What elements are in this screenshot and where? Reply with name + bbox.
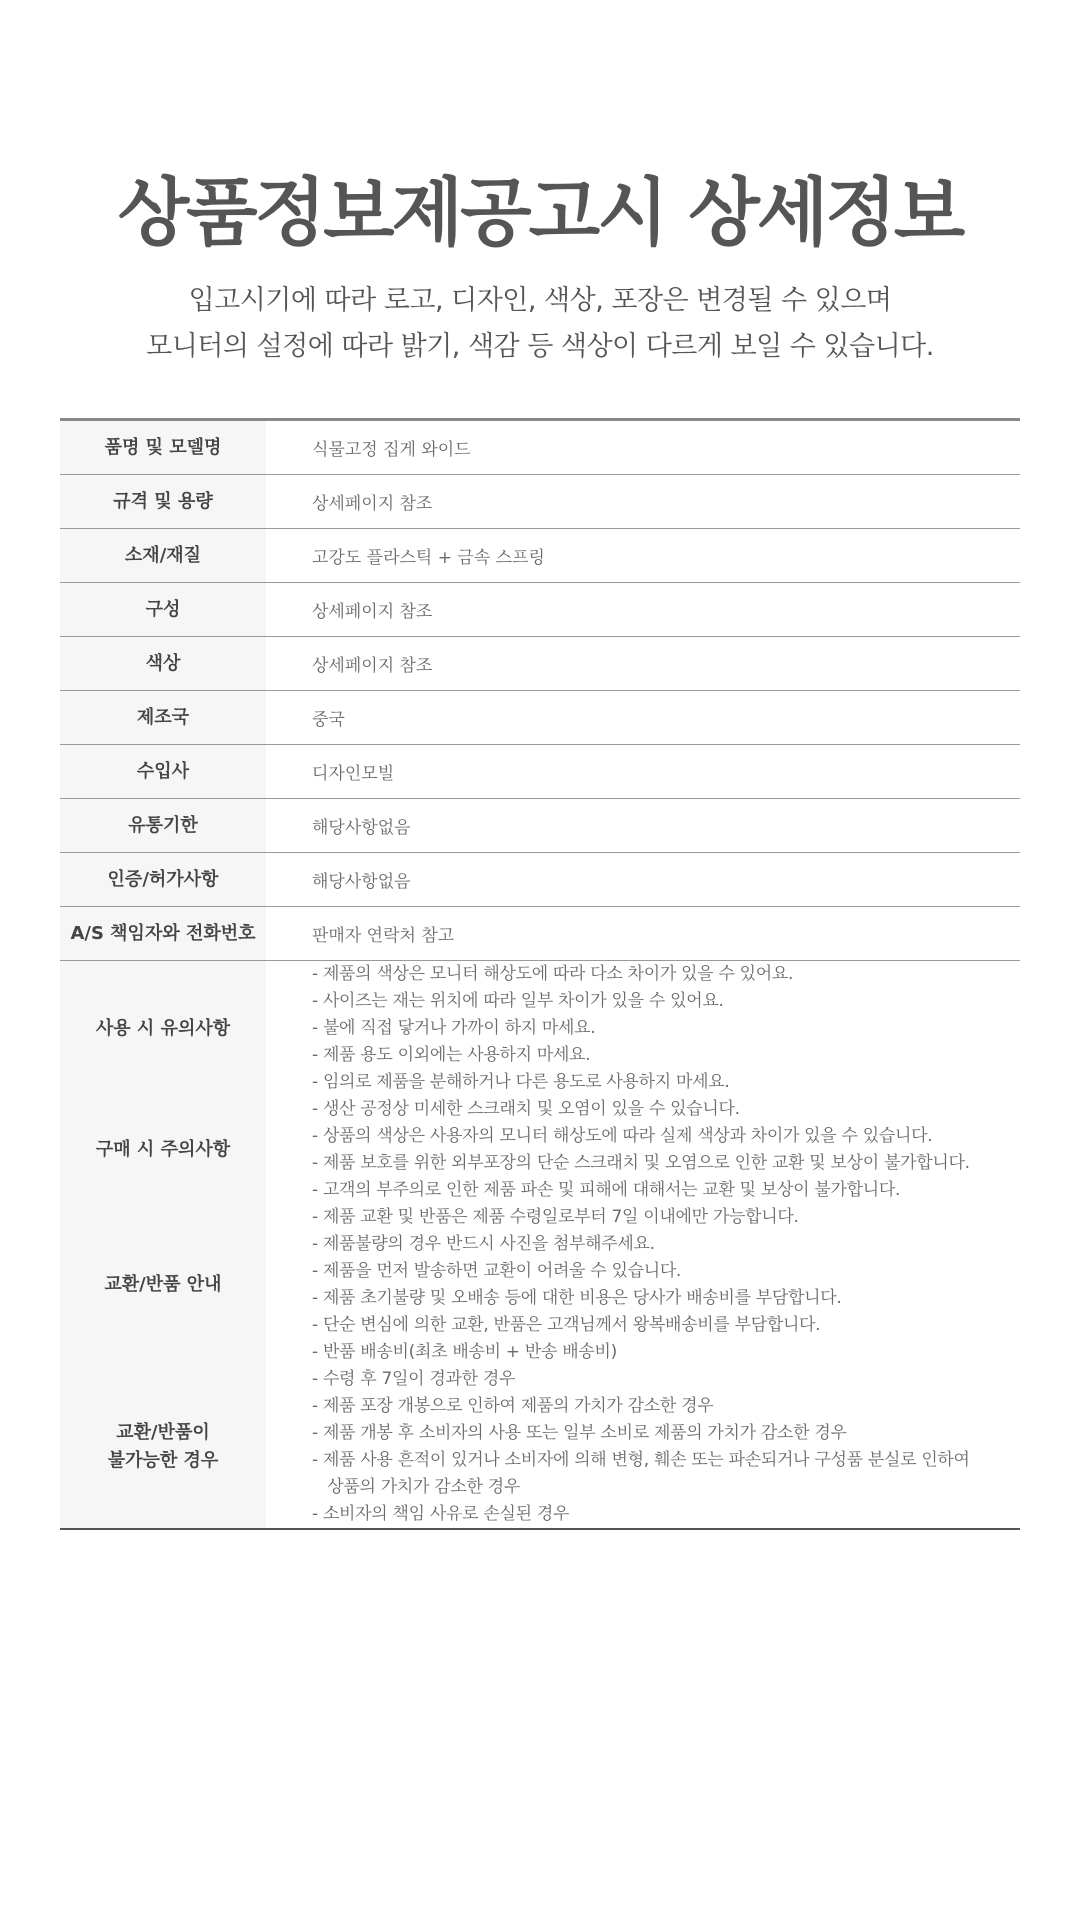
- row-label-line: 불가능한 경우: [107, 1450, 219, 1471]
- row-label: 색상: [60, 637, 266, 690]
- row-value: 상세페이지 참조: [312, 656, 433, 676]
- list-item: - 제품 교환 및 반품은 제품 수령일로부터 7일 이내에만 가능합니다.: [312, 1207, 799, 1227]
- table-row: [60, 799, 1020, 853]
- table-row: [60, 583, 1020, 637]
- row-label: 소재/재질: [60, 529, 266, 582]
- table-row: [60, 853, 1020, 907]
- row-value: 해당사항없음: [312, 818, 411, 838]
- row-label: 규격 및 용량: [60, 475, 266, 528]
- row-label: 유통기한: [60, 799, 266, 852]
- list-item: - 제품 포장 개봉으로 인하여 제품의 가치가 감소한 경우: [312, 1396, 714, 1416]
- row-label: 인증/허가사항: [60, 853, 266, 906]
- list-item: - 반품 배송비(최초 배송비 + 반송 배송비): [312, 1342, 617, 1362]
- list-item: - 불에 직접 닿거나 가까이 하지 마세요.: [312, 1018, 596, 1038]
- list-item: - 고객의 부주의로 인한 제품 파손 및 피해에 대해서는 교환 및 보상이 불가합니다.: [312, 1180, 901, 1200]
- subtitle-line: 입고시기에 따라 로고, 디자인, 색상, 포장은 변경될 수 있으며: [188, 285, 892, 316]
- list-item: - 제품의 색상은 모니터 해상도에 따라 다소 차이가 있을 수 있어요.: [312, 964, 794, 984]
- row-label: 구매 시 주의사항: [60, 1096, 266, 1204]
- table-row: [60, 637, 1020, 691]
- row-label: 품명 및 모델명: [60, 421, 266, 474]
- row-label: 교환/반품 안내: [60, 1204, 266, 1366]
- row-value: 판매자 연락처 참고: [312, 926, 455, 946]
- list-item: - 생산 공정상 미세한 스크래치 및 오염이 있을 수 있습니다.: [312, 1099, 740, 1119]
- list-item: - 제품 보호를 위한 외부포장의 단순 스크래치 및 오염으로 인한 교환 및 보상이 불가합니다.: [312, 1153, 970, 1173]
- purchase-notes-list: [266, 1096, 1020, 1204]
- list-item: 상품의 가치가 감소한 경우: [312, 1477, 520, 1497]
- table-row-purchase-notes: [60, 1096, 1020, 1204]
- row-label-line: 교환/반품이: [116, 1422, 210, 1443]
- no-exchange-cases-list: [266, 1366, 1020, 1528]
- list-item: - 수령 후 7일이 경과한 경우: [312, 1369, 516, 1389]
- table-row-no-exchange-cases: [60, 1366, 1020, 1528]
- table-row: [60, 529, 1020, 583]
- row-label: 수입사: [60, 745, 266, 798]
- row-label: A/S 책임자와 전화번호: [60, 907, 266, 960]
- row-value: 상세페이지 참조: [312, 602, 433, 622]
- row-value: 디자인모빌: [312, 764, 395, 784]
- row-label: 구성: [60, 583, 266, 636]
- list-item: - 제품 사용 흔적이 있거나 소비자에 의해 변형, 훼손 또는 파손되거나 구성품 분실로 인하여: [312, 1450, 970, 1470]
- row-label: 제조국: [60, 691, 266, 744]
- row-value: 해당사항없음: [312, 872, 411, 892]
- list-item: - 제품 초기불량 및 오배송 등에 대한 비용은 당사가 배송비를 부담합니다.: [312, 1288, 842, 1308]
- list-item: - 소비자의 책임 사유로 손실된 경우: [312, 1504, 570, 1524]
- row-value: 상세페이지 참조: [312, 494, 433, 514]
- list-item: - 제품불량의 경우 반드시 사진을 첨부해주세요.: [312, 1234, 655, 1254]
- list-item: - 상품의 색상은 사용자의 모니터 해상도에 따라 실제 색상과 차이가 있을 수 있습니다.: [312, 1126, 933, 1146]
- row-label: 사용 시 유의사항: [60, 961, 266, 1096]
- table-row: [60, 907, 1020, 961]
- table-row-exchange-guide: [60, 1204, 1020, 1366]
- table-row: [60, 421, 1020, 475]
- list-item: - 단순 변심에 의한 교환, 반품은 고객님께서 왕복배송비를 부담합니다.: [312, 1315, 821, 1335]
- subtitle-line: 모니터의 설정에 따라 밝기, 색감 등 색상이 다르게 보일 수 있습니다.: [146, 331, 934, 362]
- subtitle: [0, 278, 1080, 370]
- usage-notes-list: [266, 961, 1020, 1096]
- table-row: [60, 745, 1020, 799]
- list-item: - 사이즈는 재는 위치에 따라 일부 차이가 있을 수 있어요.: [312, 991, 724, 1011]
- exchange-guide-list: [266, 1204, 1020, 1366]
- product-info-table: [60, 418, 1020, 1530]
- page-title: 상품정보제공고시 상세정보: [117, 170, 963, 256]
- list-item: - 임의로 제품을 분해하거나 다른 용도로 사용하지 마세요.: [312, 1072, 730, 1092]
- table-row: [60, 475, 1020, 529]
- list-item: - 제품 개봉 후 소비자의 사용 또는 일부 소비로 제품의 가치가 감소한 경우: [312, 1423, 847, 1443]
- table-row-usage-notes: [60, 961, 1020, 1096]
- list-item: - 제품을 먼저 발송하면 교환이 어려울 수 있습니다.: [312, 1261, 682, 1281]
- row-value: 식물고정 집게 와이드: [312, 440, 471, 460]
- row-value: 고강도 플라스틱 + 금속 스프링: [312, 548, 545, 568]
- row-label: [60, 1366, 266, 1528]
- row-value: 중국: [312, 710, 345, 730]
- list-item: - 제품 용도 이외에는 사용하지 마세요.: [312, 1045, 591, 1065]
- table-row: [60, 691, 1020, 745]
